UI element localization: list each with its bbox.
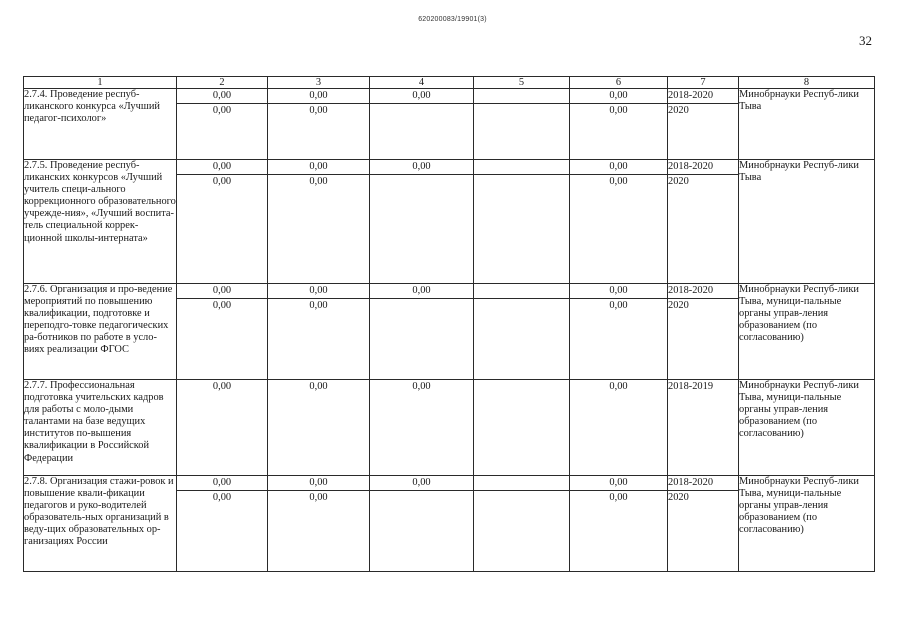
table-row bbox=[24, 476, 875, 572]
column-header: 5 bbox=[474, 77, 570, 89]
column-header: 2 bbox=[177, 77, 268, 89]
column-header: 4 bbox=[370, 77, 474, 89]
cell-col5 bbox=[474, 284, 570, 380]
activity-name: 2.7.8. Организация стажи-ровок и повышение квали-фикации педагогов и руко-водителей образователь-ных организаций в веду-щих образовательных ор-ганизациях России bbox=[24, 476, 177, 572]
cell-col6: 0,00 0,00 bbox=[570, 284, 668, 380]
cell-col4: 0,00 bbox=[370, 284, 474, 380]
cell-col6: 0,00 bbox=[570, 380, 668, 476]
cell-responsible: Минобрнауки Респуб-лики Тыва, муници-пальные органы управ-ления образованием (по согласованию) bbox=[739, 284, 875, 380]
cell-responsible: Минобрнауки Респуб-лики Тыва bbox=[739, 160, 875, 284]
column-header: 3 bbox=[268, 77, 370, 89]
cell-col4: 0,00 bbox=[370, 89, 474, 160]
column-header: 1 bbox=[24, 77, 177, 89]
cell-responsible: Минобрнауки Респуб-лики Тыва, муници-пальные органы управ-ления образованием (по согласованию) bbox=[739, 476, 875, 572]
table-row bbox=[24, 160, 875, 284]
cell-col2: 0,00 0,00 bbox=[177, 284, 268, 380]
cell-period: 2018-2020 2020 bbox=[668, 284, 739, 380]
cell-col6: 0,00 0,00 bbox=[570, 476, 668, 572]
cell-period: 2018-2019 bbox=[668, 380, 739, 476]
cell-responsible: Минобрнауки Респуб-лики Тыва bbox=[739, 89, 875, 160]
cell-col2: 0,00 0,00 bbox=[177, 89, 268, 160]
cell-col4: 0,00 bbox=[370, 380, 474, 476]
plan-table bbox=[23, 76, 875, 572]
cell-responsible: Минобрнауки Респуб-лики Тыва, муници-пальные органы управ-ления образованием (по согласованию) bbox=[739, 380, 875, 476]
activity-name: 2.7.6. Организация и про-ведение мероприятий по повышению квалификации, подготовке и переподго-товке педагогических ра-ботников по работе в усло-виях реализации ФГОС bbox=[24, 284, 177, 380]
cell-col6: 0,00 0,00 bbox=[570, 89, 668, 160]
cell-col4: 0,00 bbox=[370, 476, 474, 572]
cell-period: 2018-2020 2020 bbox=[668, 89, 739, 160]
column-header: 6 bbox=[570, 77, 668, 89]
document-id: 620200083/19901(3) bbox=[418, 16, 487, 23]
cell-col3: 0,00 0,00 bbox=[268, 284, 370, 380]
cell-col3: 0,00 bbox=[268, 380, 370, 476]
cell-col5 bbox=[474, 160, 570, 284]
cell-col5 bbox=[474, 380, 570, 476]
activity-name: 2.7.5. Проведение респуб-ликанских конкурсов «Лучший учитель специ-ального коррекционного образовательного учрежде-ния», «Лучший воспита-тель специальной коррек-ционной школы-интерната» bbox=[24, 160, 177, 284]
cell-col6: 0,00 0,00 bbox=[570, 160, 668, 284]
column-header: 8 bbox=[739, 77, 875, 89]
cell-period: 2018-2020 2020 bbox=[668, 160, 739, 284]
cell-col2: 0,00 0,00 bbox=[177, 476, 268, 572]
table-row bbox=[24, 380, 875, 476]
activity-name: 2.7.4. Проведение респуб-ликанского конкурса «Лучший педагог-психолог» bbox=[24, 89, 177, 160]
cell-col5 bbox=[474, 89, 570, 160]
table-row bbox=[24, 284, 875, 380]
table-header-row bbox=[24, 77, 875, 89]
cell-period: 2018-2020 2020 bbox=[668, 476, 739, 572]
cell-col4: 0,00 bbox=[370, 160, 474, 284]
cell-col2: 0,00 bbox=[177, 380, 268, 476]
cell-col3: 0,00 0,00 bbox=[268, 476, 370, 572]
table-row bbox=[24, 89, 875, 160]
page-number: 32 bbox=[859, 33, 872, 48]
cell-col2: 0,00 0,00 bbox=[177, 160, 268, 284]
cell-col3: 0,00 0,00 bbox=[268, 160, 370, 284]
activity-name: 2.7.7. Профессиональная подготовка учительских кадров для работы с моло-дыми талантами на базе ведущих институтов по-вышения квалификации в Российской Федерации bbox=[24, 380, 177, 476]
cell-col3: 0,00 0,00 bbox=[268, 89, 370, 160]
column-header: 7 bbox=[668, 77, 739, 89]
cell-col5 bbox=[474, 476, 570, 572]
